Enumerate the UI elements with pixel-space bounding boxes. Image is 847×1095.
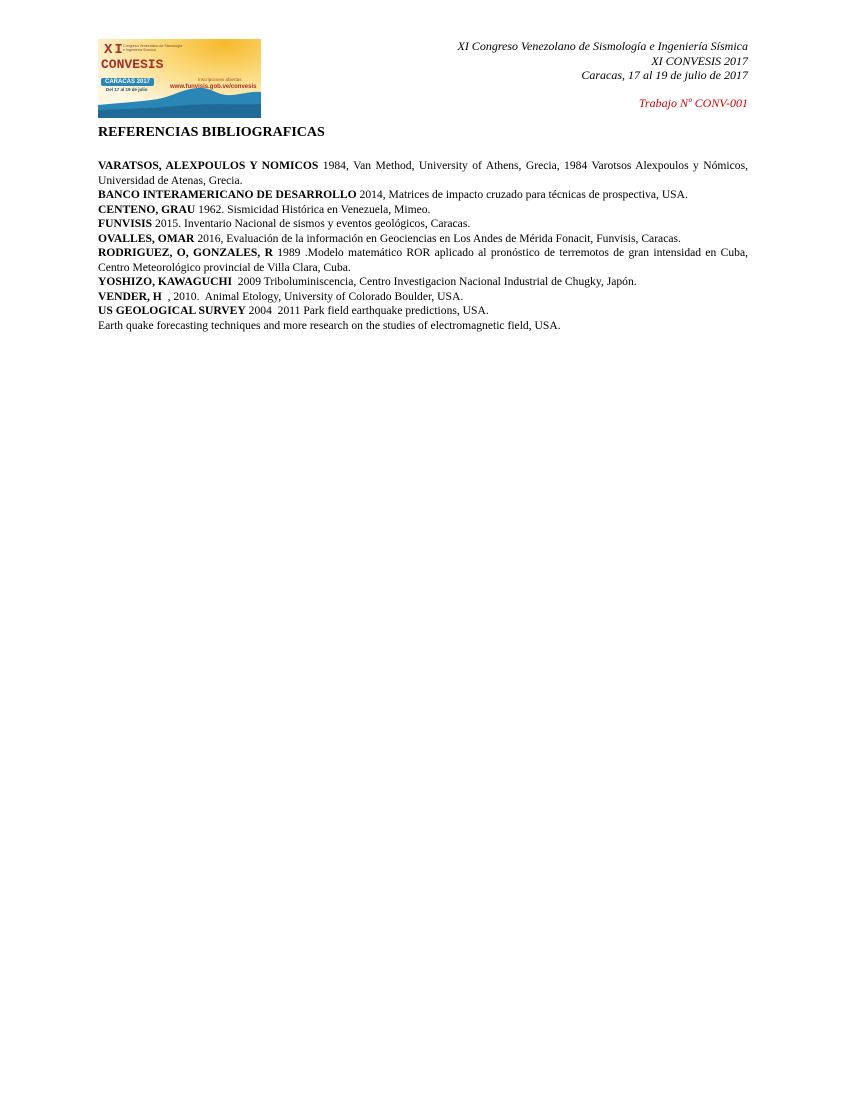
reference-author: OVALLES, OMAR	[98, 231, 195, 245]
reference-item	[98, 159, 754, 188]
paper-number: Trabajo Nº CONV-001	[638, 96, 748, 110]
convesis-logo	[98, 39, 261, 118]
reference-author: RODRIGUEZ, O, GONZALES, R	[98, 246, 273, 259]
reference-text: , 2010. Animal Etology, University of Colorado Boulder, USA.	[161, 289, 464, 303]
reference-author: VENDER, H	[98, 289, 162, 303]
logo-name: CONVESIS	[101, 57, 164, 72]
congress-dates: Caracas, 17 al 19 de julio de 2017	[581, 68, 748, 82]
reference-item	[98, 275, 748, 290]
reference-item	[98, 246, 751, 275]
header-info	[457, 39, 748, 83]
reference-author: FUNVISIS	[98, 217, 153, 230]
logo-url: www.funvisis.gob.ve/convesis	[170, 84, 257, 90]
reference-text: 2014, Matrices de impacto cruzado para técnicas de prospectiva, USA.	[356, 188, 688, 201]
reference-text: 1984, Van Method, University of Athens, Grecia, 1984 Varotsos Alexpoulos y Nómicos, Universidad de Atenas, Grecia.	[98, 159, 754, 187]
reference-author: US GEOLOGICAL SURVEY	[98, 304, 246, 317]
reference-item	[98, 203, 748, 218]
reference-text: 1962. Sismicidad Histórica en Venezuela, Mimeo.	[195, 202, 431, 216]
reference-author: YOSHIZO, KAWAGUCHI	[98, 275, 232, 288]
logo-inscriptions: Inscripciones abiertas	[198, 77, 242, 82]
reference-item	[98, 304, 748, 319]
section-title: REFERENCIAS BIBLIOGRAFICAS	[98, 125, 325, 140]
reference-author: BANCO INTERAMERICANO DE DESARROLLO	[98, 188, 357, 201]
reference-text: 2016, Evaluación de la información en Geociencias en Los Andes de Mérida Fonacit, Funvisis, Caracas.	[194, 231, 681, 245]
reference-text: 2004 2011 Park field earthquake predictions, USA.	[245, 304, 489, 317]
references-list	[98, 159, 754, 333]
congress-name: XI Congreso Venezolano de Sismología e Ingeniería Sísmica	[457, 39, 748, 53]
reference-text: 2015. Inventario Nacional de sismos y eventos geológicos, Caracas.	[152, 217, 471, 230]
reference-text: 1989 .Modelo matemático ROR aplicado al pronóstico de terremotos de gran intensidad en Cuba, Centro Meteorológico provincial de Villa Clara, Cuba.	[98, 246, 751, 274]
reference-author: VARATSOS, ALEXPOULOS Y NOMICOS	[98, 159, 319, 172]
reference-author: CENTENO, GRAU	[98, 202, 196, 216]
logo-subtitle: Congreso Venezolano de Sismología e Ingeniería Sísmica	[123, 44, 183, 53]
logo-city-badge: CARACAS 2017	[101, 78, 154, 86]
reference-item	[98, 319, 748, 334]
reference-item	[98, 188, 748, 203]
reference-item	[98, 232, 748, 247]
logo-dates: Del 17 al 19 de julio	[106, 87, 148, 92]
reference-text: 2009 Triboluminiscencia, Centro Investigacion Nacional Industrial de Chugky, Japón.	[232, 275, 637, 288]
reference-text: Earth quake forecasting techniques and more research on the studies of electromagnetic field, USA.	[98, 318, 561, 332]
reference-item	[98, 217, 748, 232]
logo-xi: XI	[104, 42, 125, 58]
congress-edition: XI CONVESIS 2017	[651, 53, 748, 68]
reference-item	[98, 290, 748, 305]
